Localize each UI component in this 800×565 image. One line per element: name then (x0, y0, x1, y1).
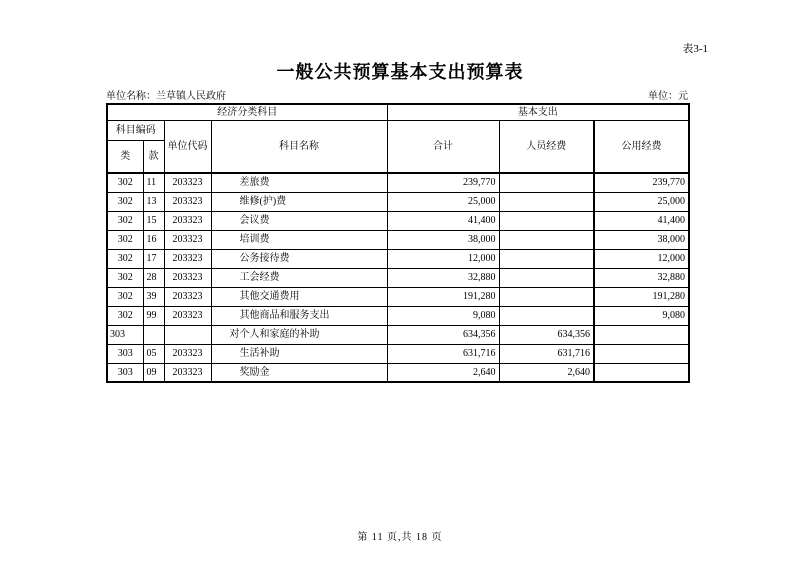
header-subject-name: 科目名称 (211, 120, 387, 173)
page-title: 一般公共预算基本支出预算表 (276, 62, 524, 82)
cell-subject-name: 差旅费 (211, 173, 387, 192)
cell-subject-name: 会议费 (211, 211, 387, 230)
cell-personnel: 631,716 (499, 344, 594, 363)
table-row (107, 230, 689, 249)
table-row (107, 249, 689, 268)
cell-public: 38,000 (594, 230, 689, 249)
cell-class: 302 (107, 173, 143, 192)
cell-item: 05 (143, 344, 164, 363)
unit-name (106, 87, 226, 102)
cell-unit-code: 203323 (164, 249, 211, 268)
cell-public: 12,000 (594, 249, 689, 268)
cell-total: 2,640 (387, 363, 499, 382)
table-number-label: 表3-1 (682, 43, 708, 55)
cell-class: 302 (107, 306, 143, 325)
cell-public: 41,400 (594, 211, 689, 230)
cell-total: 38,000 (387, 230, 499, 249)
cell-personnel: 634,356 (499, 325, 594, 344)
cell-item: 09 (143, 363, 164, 382)
cell-subject-name: 生活补助 (211, 344, 387, 363)
header-basic-expenditure: 基本支出 (387, 104, 689, 120)
cell-personnel (499, 306, 594, 325)
cell-personnel: 2,640 (499, 363, 594, 382)
cell-subject-name: 对个人和家庭的补助 (211, 325, 387, 344)
header-group-row (107, 104, 689, 120)
cell-class: 302 (107, 230, 143, 249)
table-row-summary (107, 325, 689, 344)
header-subject-code: 科目编码 (107, 120, 164, 140)
cell-class: 302 (107, 268, 143, 287)
cell-total: 12,000 (387, 249, 499, 268)
cell-public: 25,000 (594, 192, 689, 211)
cell-total: 634,356 (387, 325, 499, 344)
cell-item: 17 (143, 249, 164, 268)
unit-name-value: 兰草镇人民政府 (156, 91, 226, 102)
cell-public: 191,280 (594, 287, 689, 306)
cell-item: 13 (143, 192, 164, 211)
table-row (107, 192, 689, 211)
cell-subject-name: 维修(护)费 (211, 192, 387, 211)
cell-public: 239,770 (594, 173, 689, 192)
header-economic-category: 经济分类科目 (107, 104, 387, 120)
table-row (107, 287, 689, 306)
cell-class: 303 (107, 325, 143, 344)
budget-table (106, 103, 690, 383)
table-row (107, 344, 689, 363)
table-row (107, 306, 689, 325)
header-unit-code: 单位代码 (164, 120, 211, 173)
table-body (107, 173, 689, 382)
cell-total: 239,770 (387, 173, 499, 192)
cell-total: 41,400 (387, 211, 499, 230)
header-personnel-funds: 人员经费 (499, 120, 594, 173)
cell-subject-name: 其他商品和服务支出 (211, 306, 387, 325)
table-row (107, 268, 689, 287)
cell-item: 16 (143, 230, 164, 249)
cell-unit-code: 203323 (164, 287, 211, 306)
cell-personnel (499, 230, 594, 249)
cell-item: 28 (143, 268, 164, 287)
cell-subject-name: 公务接待费 (211, 249, 387, 268)
cell-public (594, 344, 689, 363)
cell-total: 32,880 (387, 268, 499, 287)
cell-public (594, 325, 689, 344)
cell-personnel (499, 173, 594, 192)
meta-row (106, 87, 688, 102)
cell-unit-code: 203323 (164, 211, 211, 230)
header-category-class: 类 (107, 140, 143, 173)
header-public-funds: 公用经费 (594, 120, 689, 173)
cell-unit-code: 203323 (164, 192, 211, 211)
cell-subject-name: 工会经费 (211, 268, 387, 287)
table-row (107, 173, 689, 192)
cell-unit-code: 203323 (164, 268, 211, 287)
cell-unit-code: 203323 (164, 306, 211, 325)
cell-item: 39 (143, 287, 164, 306)
cell-class: 302 (107, 249, 143, 268)
cell-unit-code: 203323 (164, 363, 211, 382)
header-row (107, 120, 689, 140)
cell-public: 32,880 (594, 268, 689, 287)
cell-unit-code: 203323 (164, 344, 211, 363)
cell-personnel (499, 249, 594, 268)
unit-name-label: 单位名称： (106, 91, 156, 102)
table-row (107, 211, 689, 230)
cell-unit-code (164, 325, 211, 344)
table-row (107, 363, 689, 382)
page-number-footer: 第 11 页,共 18 页 (357, 532, 443, 543)
header-total: 合计 (387, 120, 499, 173)
table-header (107, 104, 689, 173)
cell-item: 11 (143, 173, 164, 192)
cell-subject-name: 培训费 (211, 230, 387, 249)
cell-item: 99 (143, 306, 164, 325)
cell-total: 631,716 (387, 344, 499, 363)
cell-class: 303 (107, 344, 143, 363)
cell-item: 15 (143, 211, 164, 230)
cell-total: 191,280 (387, 287, 499, 306)
cell-unit-code: 203323 (164, 173, 211, 192)
cell-unit-code: 203323 (164, 230, 211, 249)
cell-subject-name: 奖励金 (211, 363, 387, 382)
cell-public (594, 363, 689, 382)
cell-personnel (499, 268, 594, 287)
cell-item (143, 325, 164, 344)
cell-personnel (499, 211, 594, 230)
cell-personnel (499, 192, 594, 211)
cell-class: 302 (107, 211, 143, 230)
header-category-item: 款 (143, 140, 164, 173)
cell-class: 302 (107, 192, 143, 211)
cell-total: 25,000 (387, 192, 499, 211)
cell-personnel (499, 287, 594, 306)
currency-unit-label: 单位：元 (648, 91, 688, 102)
cell-class: 302 (107, 287, 143, 306)
cell-subject-name: 其他交通费用 (211, 287, 387, 306)
cell-public: 9,080 (594, 306, 689, 325)
cell-class: 303 (107, 363, 143, 382)
cell-total: 9,080 (387, 306, 499, 325)
